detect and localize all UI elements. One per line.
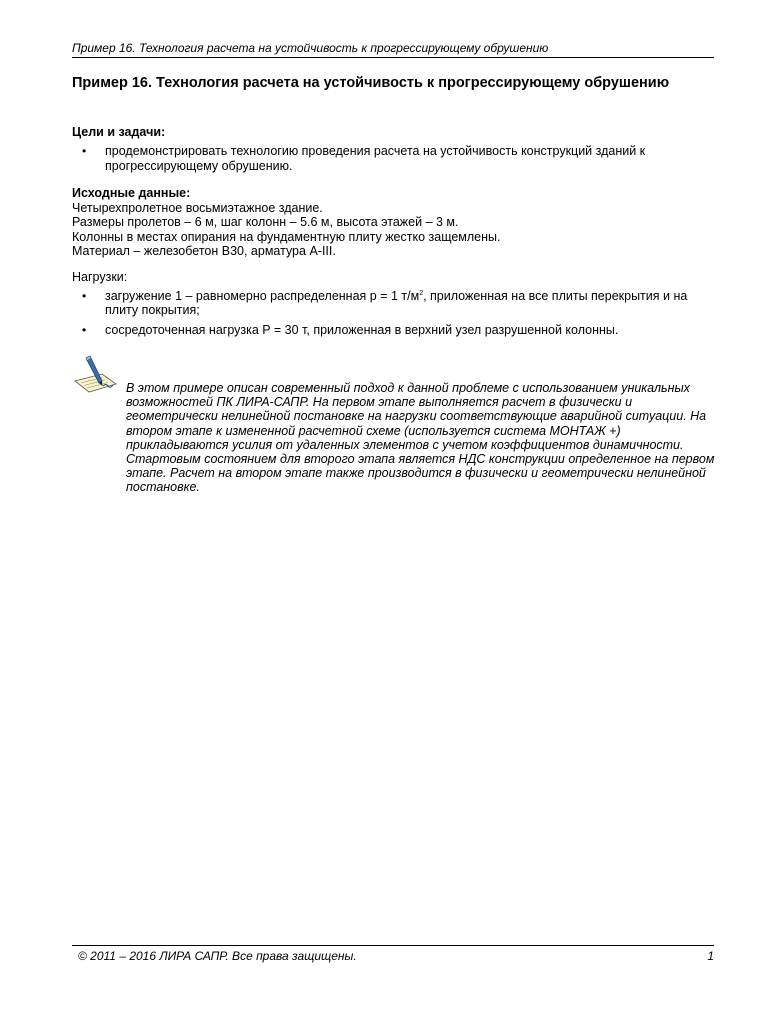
loads-item [72,289,712,318]
goals-item-text: продемонстрировать технологию проведения расчета на устойчивость конструкций зданий к прогрессирующему обрушению. [105,144,646,173]
superscript-exponent: 2 [419,289,424,297]
source-data-line: Материал – железобетон B30, арматура A-III. [72,243,336,258]
loads-item-text-start: загружение 1 – равномерно распределенная p = 1 т/м [105,288,420,303]
loads-item-text: сосредоточенная нагрузка P = 30 т, приложенная в верхний узел разрушенной колонны. [105,322,619,337]
footer-page-number: 1 [707,949,714,963]
note-pen-icon [72,354,118,394]
loads-list [72,289,712,338]
page-footer [72,945,714,964]
document-title: Пример 16. Технология расчета на устойчивость к прогрессирующему обрушению [72,75,670,91]
goals-item [72,144,712,173]
loads-heading: Нагрузки: [72,270,128,284]
source-data-line: Четырехпролетное восьмиэтажное здание. [72,201,323,215]
goals-heading: Цели и задачи: [72,125,166,139]
source-data-line: Колонны в местах опирания на фундаментную плиту жестко защемлены. [72,229,501,244]
loads-item [72,323,712,338]
running-header-text: Пример 16. Технология расчета на устойчивость к прогрессирующему обрушению [72,41,549,55]
goals-section [72,125,712,173]
bullet-icon: • [82,322,87,337]
bullet-icon: • [82,288,87,303]
source-data-line: Размеры пролетов – 6 м, шаг колонн – 5.6 м, высота этажей – 3 м. [72,215,459,230]
note-text: В этом примере описан современный подход к данной проблеме с использованием уникальных возможностей ПК ЛИРА-САПР. На первом этапе выполняется расчет в физически и геометрически нелинейной постановке на нагрузки соответствующие аварийной ситуации. На втором этапе к измененной расчетной схеме (используется система МОНТАЖ +) прикладываются усилия от удаленных элементов с учетом коэффициентов динамичности. Стартовым состоянием для второго этапа является НДС конструкции определенное на первом этапе. Расчет на втором этапе также производится в физически и геометрически нелинейной постановке. [126,381,715,495]
bullet-icon: • [82,144,87,158]
running-header [72,41,714,58]
loads-section [72,270,712,342]
loads-item-text-end: , приложенная на все плиты перекрытия и на плиту покрытия; [105,288,688,317]
source-data-heading: Исходные данные: [72,186,191,200]
footer-copyright: © 2011 – 2016 ЛИРА САПР. Все права защищены. [78,949,357,963]
source-data-section [72,186,712,258]
goals-list [72,144,712,173]
